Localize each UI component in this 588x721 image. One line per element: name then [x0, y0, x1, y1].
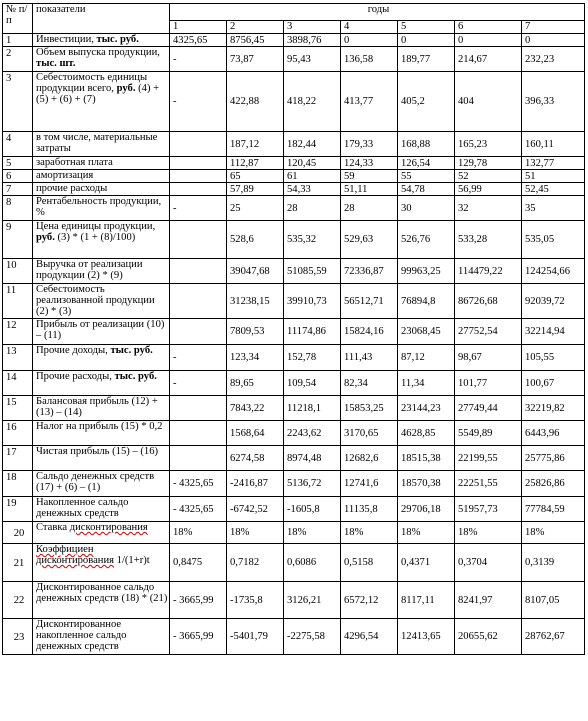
label-part: дисконтирования [69, 522, 148, 533]
indicator-label-cell [33, 471, 170, 497]
value-cell-year-1 [170, 396, 227, 421]
value-cell-year-1: 0,8475 [170, 544, 227, 582]
indicator-label-cell [33, 619, 170, 655]
value-cell-year-1 [170, 221, 227, 259]
value-cell-year-4: 3170,65 [341, 421, 398, 446]
value-cell-year-7: 124254,66 [522, 259, 585, 284]
indicator-label-cell [33, 132, 170, 157]
label-part: Коэффициен [36, 544, 94, 555]
table-row [3, 446, 585, 471]
value-cell-year-5: 23068,45 [398, 319, 455, 345]
value-cell-year-6: 22251,55 [455, 471, 522, 497]
value-cell-year-4: 59 [341, 170, 398, 183]
table-row [3, 34, 585, 47]
value-cell-year-1 [170, 284, 227, 319]
year-7-cell: 7 [522, 21, 585, 34]
value-cell-year-6: 20655,62 [455, 619, 522, 655]
label-part: руб. [116, 83, 136, 94]
year-4-cell: 4 [341, 21, 398, 34]
value-cell-year-5: 87,12 [398, 345, 455, 371]
table-row [3, 132, 585, 157]
label-part: Прочие расходы, [36, 371, 115, 382]
value-cell-year-4: 0,5158 [341, 544, 398, 582]
table-row [3, 47, 585, 72]
label-part: тыс. руб. [110, 345, 153, 356]
value-cell-year-1: 4325,65 [170, 34, 227, 47]
row-number-cell: 18 [3, 471, 33, 497]
row-number-cell: 6 [3, 170, 33, 183]
value-cell-year-4: 4296,54 [341, 619, 398, 655]
value-cell-year-7: 396,33 [522, 72, 585, 132]
value-cell-year-1: - 4325,65 [170, 497, 227, 522]
value-cell-year-6: 404 [455, 72, 522, 132]
value-cell-year-1: - 3665,99 [170, 582, 227, 619]
value-cell-year-3: 11218,1 [284, 396, 341, 421]
value-cell-year-1 [170, 421, 227, 446]
value-cell-year-6: 18% [455, 522, 522, 544]
value-cell-year-5: 99963,25 [398, 259, 455, 284]
value-cell-year-1: - 3665,99 [170, 619, 227, 655]
value-cell-year-3: 54,33 [284, 183, 341, 196]
value-cell-year-6: 52 [455, 170, 522, 183]
header-indicator-cell: показатели [33, 4, 170, 34]
value-cell-year-2: 31238,15 [227, 284, 284, 319]
value-cell-year-1 [170, 259, 227, 284]
indicator-label-cell [33, 345, 170, 371]
indicator-label-cell [33, 157, 170, 170]
table-row [3, 196, 585, 221]
table-row [3, 582, 585, 619]
value-cell-year-2: -1735,8 [227, 582, 284, 619]
indicator-label-cell [33, 446, 170, 471]
label-part: амортизация [36, 170, 94, 181]
value-cell-year-6: 32 [455, 196, 522, 221]
value-cell-year-7: 32214,94 [522, 319, 585, 345]
value-cell-year-3: 51085,59 [284, 259, 341, 284]
value-cell-year-7: 25775,86 [522, 446, 585, 471]
value-cell-year-6: 129,78 [455, 157, 522, 170]
row-number-cell: 1 [3, 34, 33, 47]
year-3-cell: 3 [284, 21, 341, 34]
label-part: в том числе, материальные затраты [36, 132, 158, 154]
value-cell-year-3: 5136,72 [284, 471, 341, 497]
year-5-cell: 5 [398, 21, 455, 34]
table-row [3, 471, 585, 497]
label-part: Себестоимость единицы продукции всего, [36, 72, 148, 94]
value-cell-year-5: 18% [398, 522, 455, 544]
value-cell-year-4: 51,11 [341, 183, 398, 196]
value-cell-year-5: 11,34 [398, 371, 455, 396]
table-row [3, 619, 585, 655]
label-part: Цена единицы продукции, [36, 221, 156, 232]
table-row [3, 371, 585, 396]
value-cell-year-4: 18% [341, 522, 398, 544]
value-cell-year-4: 111,43 [341, 345, 398, 371]
indicator-label-cell [33, 259, 170, 284]
table-row [3, 319, 585, 345]
value-cell-year-6: 98,67 [455, 345, 522, 371]
value-cell-year-4: 15824,16 [341, 319, 398, 345]
value-cell-year-4: 529,63 [341, 221, 398, 259]
value-cell-year-3: 152,78 [284, 345, 341, 371]
indicator-label-cell [33, 170, 170, 183]
label-part: Балансовая прибыль (12) + (13) – (14) [36, 396, 158, 418]
label-part: Инвестиции, [36, 34, 97, 45]
value-cell-year-3: -1605,8 [284, 497, 341, 522]
value-cell-year-3: -2275,58 [284, 619, 341, 655]
value-cell-year-1 [170, 183, 227, 196]
label-part: Выручка от реализации продукции (2) * (9) [36, 259, 143, 281]
row-number-cell: 21 [3, 544, 33, 582]
value-cell-year-4: 124,33 [341, 157, 398, 170]
value-cell-year-6: 114479,22 [455, 259, 522, 284]
value-cell-year-7: 28762,67 [522, 619, 585, 655]
table-row [3, 259, 585, 284]
value-cell-year-5: 8117,11 [398, 582, 455, 619]
label-part: прочие расходы [36, 183, 108, 194]
row-number-cell: 10 [3, 259, 33, 284]
value-cell-year-4: 136,58 [341, 47, 398, 72]
value-cell-year-1: - [170, 345, 227, 371]
value-cell-year-1: - [170, 371, 227, 396]
value-cell-year-7: 0,3139 [522, 544, 585, 582]
year-2-cell: 2 [227, 21, 284, 34]
value-cell-year-1: 18% [170, 522, 227, 544]
value-cell-year-4: 0 [341, 34, 398, 47]
label-part: Налог на прибыль (15) * 0,2 [36, 421, 163, 432]
value-cell-year-2: -6742,52 [227, 497, 284, 522]
value-cell-year-2: 39047,68 [227, 259, 284, 284]
row-number-cell: 22 [3, 582, 33, 619]
row-number-cell: 11 [3, 284, 33, 319]
label-part: Ставка [36, 522, 70, 533]
indicator-label-cell [33, 544, 170, 582]
value-cell-year-6: 27752,54 [455, 319, 522, 345]
table-row [3, 284, 585, 319]
value-cell-year-3: 18% [284, 522, 341, 544]
value-cell-year-2: 1568,64 [227, 421, 284, 446]
value-cell-year-7: 52,45 [522, 183, 585, 196]
label-part: Рентабельность продукции, % [36, 196, 162, 218]
row-number-cell: 3 [3, 72, 33, 132]
value-cell-year-6: 0,3704 [455, 544, 522, 582]
label-part: дисконтирования [36, 555, 115, 566]
indicator-label-cell [33, 522, 170, 544]
row-number-cell: 8 [3, 196, 33, 221]
value-cell-year-7: 132,77 [522, 157, 585, 170]
value-cell-year-7: 32219,82 [522, 396, 585, 421]
value-cell-year-6: 27749,44 [455, 396, 522, 421]
label-part: Прочие доходы, [36, 345, 111, 356]
table-row [3, 421, 585, 446]
value-cell-year-6: 533,28 [455, 221, 522, 259]
label-part: Сальдо денежных средств (17) + (6) – (1) [36, 471, 155, 493]
value-cell-year-5: 18570,38 [398, 471, 455, 497]
label-part: Накопленное сальдо денежных средств [36, 497, 129, 519]
value-cell-year-2: 422,88 [227, 72, 284, 132]
row-number-cell: 14 [3, 371, 33, 396]
value-cell-year-4: 72336,87 [341, 259, 398, 284]
value-cell-year-5: 18515,38 [398, 446, 455, 471]
table-row [3, 396, 585, 421]
value-cell-year-4: 28 [341, 196, 398, 221]
table-row [3, 183, 585, 196]
value-cell-year-2: 6274,58 [227, 446, 284, 471]
header-years-cell: годы [170, 4, 585, 21]
label-part: заработная плата [36, 157, 113, 168]
value-cell-year-4: 179,33 [341, 132, 398, 157]
label-part: Себестоимость реализованной продукции (2) * (3) [36, 284, 155, 317]
value-cell-year-3: 2243,62 [284, 421, 341, 446]
row-number-cell: 12 [3, 319, 33, 345]
value-cell-year-1 [170, 319, 227, 345]
value-cell-year-5: 76894,8 [398, 284, 455, 319]
indicator-label-cell [33, 34, 170, 47]
value-cell-year-2: 187,12 [227, 132, 284, 157]
indicator-label-cell [33, 221, 170, 259]
label-part: Прибыль от реализации (10) – (11) [36, 319, 165, 341]
indicator-label-cell [33, 396, 170, 421]
value-cell-year-6: 165,23 [455, 132, 522, 157]
value-cell-year-4: 15853,25 [341, 396, 398, 421]
value-cell-year-7: 232,23 [522, 47, 585, 72]
value-cell-year-4: 12741,6 [341, 471, 398, 497]
value-cell-year-1: - [170, 72, 227, 132]
value-cell-year-5: 168,88 [398, 132, 455, 157]
label-part: тыс. руб. [114, 371, 157, 382]
row-number-cell: 16 [3, 421, 33, 446]
value-cell-year-2: 8756,45 [227, 34, 284, 47]
value-cell-year-2: 65 [227, 170, 284, 183]
value-cell-year-2: 89,65 [227, 371, 284, 396]
value-cell-year-7: 18% [522, 522, 585, 544]
indicator-label-cell [33, 582, 170, 619]
value-cell-year-7: 92039,72 [522, 284, 585, 319]
value-cell-year-1 [170, 446, 227, 471]
indicator-label-cell [33, 183, 170, 196]
value-cell-year-7: 8107,05 [522, 582, 585, 619]
value-cell-year-3: 11174,86 [284, 319, 341, 345]
value-cell-year-6: 56,99 [455, 183, 522, 196]
table-row [3, 221, 585, 259]
table-row [3, 497, 585, 522]
value-cell-year-6: 101,77 [455, 371, 522, 396]
row-number-cell: 5 [3, 157, 33, 170]
row-number-cell: 23 [3, 619, 33, 655]
table-row [3, 345, 585, 371]
value-cell-year-3: 0,6086 [284, 544, 341, 582]
value-cell-year-3: 8974,48 [284, 446, 341, 471]
indicator-label-cell [33, 284, 170, 319]
value-cell-year-5: 405,2 [398, 72, 455, 132]
value-cell-year-4: 11135,8 [341, 497, 398, 522]
year-6-cell: 6 [455, 21, 522, 34]
indicator-label-cell [33, 47, 170, 72]
label-part: Дисконтированное сальдо денежных средств (18) * (21) [36, 582, 168, 604]
value-cell-year-7: 105,55 [522, 345, 585, 371]
value-cell-year-3: 3898,76 [284, 34, 341, 47]
value-cell-year-6: 0 [455, 34, 522, 47]
value-cell-year-4: 6572,12 [341, 582, 398, 619]
value-cell-year-2: -5401,79 [227, 619, 284, 655]
value-cell-year-5: 29706,18 [398, 497, 455, 522]
value-cell-year-7: 77784,59 [522, 497, 585, 522]
value-cell-year-5: 54,78 [398, 183, 455, 196]
label-part: руб. [36, 232, 55, 243]
row-number-cell: 20 [3, 522, 33, 544]
value-cell-year-5: 126,54 [398, 157, 455, 170]
label-part: Дисконтированное накопленное сальдо денежных средств [36, 619, 127, 652]
value-cell-year-4: 56512,71 [341, 284, 398, 319]
value-cell-year-3: 28 [284, 196, 341, 221]
value-cell-year-2: 57,89 [227, 183, 284, 196]
row-number-cell: 7 [3, 183, 33, 196]
row-number-cell: 2 [3, 47, 33, 72]
value-cell-year-2: 112,87 [227, 157, 284, 170]
value-cell-year-7: 35 [522, 196, 585, 221]
value-cell-year-3: 535,32 [284, 221, 341, 259]
label-part: 1/(1+r)t [114, 555, 150, 566]
value-cell-year-5: 526,76 [398, 221, 455, 259]
value-cell-year-3: 120,45 [284, 157, 341, 170]
value-cell-year-6: 51957,73 [455, 497, 522, 522]
value-cell-year-5: 30 [398, 196, 455, 221]
value-cell-year-7: 51 [522, 170, 585, 183]
indicator-label-cell [33, 421, 170, 446]
investment-table [2, 3, 585, 655]
value-cell-year-5: 189,77 [398, 47, 455, 72]
label-part: (3) * (1 + (8)/100) [54, 232, 136, 243]
value-cell-year-4: 413,77 [341, 72, 398, 132]
header-row [3, 4, 585, 21]
value-cell-year-5: 12413,65 [398, 619, 455, 655]
table-row [3, 170, 585, 183]
value-cell-year-3: 95,43 [284, 47, 341, 72]
value-cell-year-2: 73,87 [227, 47, 284, 72]
value-cell-year-3: 61 [284, 170, 341, 183]
value-cell-year-5: 4628,85 [398, 421, 455, 446]
value-cell-year-3: 182,44 [284, 132, 341, 157]
value-cell-year-1 [170, 132, 227, 157]
label-part: тыс. руб. [96, 34, 139, 45]
value-cell-year-3: 418,22 [284, 72, 341, 132]
indicator-label-cell [33, 497, 170, 522]
value-cell-year-2: 7843,22 [227, 396, 284, 421]
value-cell-year-1: - [170, 196, 227, 221]
value-cell-year-5: 55 [398, 170, 455, 183]
value-cell-year-6: 5549,89 [455, 421, 522, 446]
value-cell-year-6: 8241,97 [455, 582, 522, 619]
value-cell-year-2: 528,6 [227, 221, 284, 259]
table-row [3, 72, 585, 132]
value-cell-year-7: 535,05 [522, 221, 585, 259]
value-cell-year-1: - [170, 47, 227, 72]
value-cell-year-6: 214,67 [455, 47, 522, 72]
value-cell-year-2: 7809,53 [227, 319, 284, 345]
value-cell-year-7: 100,67 [522, 371, 585, 396]
indicator-label-cell [33, 196, 170, 221]
row-number-cell: 13 [3, 345, 33, 371]
header-no-cell: № п/п [3, 4, 33, 34]
value-cell-year-1 [170, 170, 227, 183]
value-cell-year-7: 6443,96 [522, 421, 585, 446]
value-cell-year-2: 0,7182 [227, 544, 284, 582]
indicator-label-cell [33, 319, 170, 345]
value-cell-year-3: 39910,73 [284, 284, 341, 319]
value-cell-year-7: 0 [522, 34, 585, 47]
value-cell-year-6: 22199,55 [455, 446, 522, 471]
row-number-cell: 19 [3, 497, 33, 522]
table-row [3, 522, 585, 544]
table-row [3, 157, 585, 170]
label-part: тыс. шт. [36, 58, 76, 69]
label-part: Чистая прибыль (15) – (16) [36, 446, 159, 457]
value-cell-year-5: 23144,23 [398, 396, 455, 421]
value-cell-year-2: -2416,87 [227, 471, 284, 497]
value-cell-year-6: 86726,68 [455, 284, 522, 319]
label-part: (4) + (5) + (6) + (7) [36, 83, 160, 105]
value-cell-year-5: 0 [398, 34, 455, 47]
indicator-label-cell [33, 72, 170, 132]
value-cell-year-3: 3126,21 [284, 582, 341, 619]
row-number-cell: 4 [3, 132, 33, 157]
value-cell-year-4: 12682,6 [341, 446, 398, 471]
value-cell-year-2: 18% [227, 522, 284, 544]
row-number-cell: 17 [3, 446, 33, 471]
value-cell-year-4: 82,34 [341, 371, 398, 396]
indicator-label-cell [33, 371, 170, 396]
year-1-cell: 1 [170, 21, 227, 34]
value-cell-year-1 [170, 157, 227, 170]
value-cell-year-3: 109,54 [284, 371, 341, 396]
value-cell-year-7: 25826,86 [522, 471, 585, 497]
value-cell-year-7: 160,11 [522, 132, 585, 157]
table-row [3, 544, 585, 582]
label-part: Объем выпуска продукции, [36, 47, 160, 58]
value-cell-year-2: 123,34 [227, 345, 284, 371]
value-cell-year-1: - 4325,65 [170, 471, 227, 497]
value-cell-year-2: 25 [227, 196, 284, 221]
row-number-cell: 9 [3, 221, 33, 259]
row-number-cell: 15 [3, 396, 33, 421]
value-cell-year-5: 0,4371 [398, 544, 455, 582]
